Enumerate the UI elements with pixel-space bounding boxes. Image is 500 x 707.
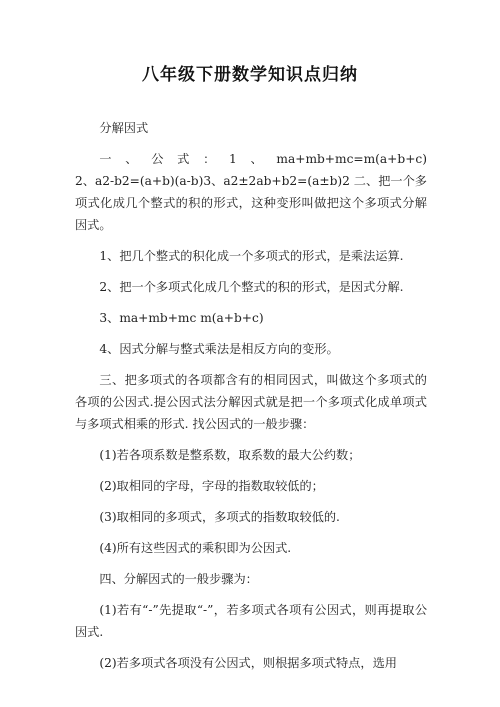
paragraph-formulas xyxy=(75,148,427,236)
paragraph-point-4: 4、因式分解与整式乘法是相反方向的变形。 xyxy=(99,342,339,356)
formula-text: ma+mb+mc=m(a+b+c)2、a2-b2=(a+b)(a-b)3、a2±2ab+b2=(a±b)2 二、把一个多项式化成几个整式的积的形式，这种变形叫做把这个多项式分解因式。 xyxy=(75,152,427,232)
paragraph-general-step-2: (2)若多项式各项没有公因式，则根据多项式特点，选用 xyxy=(99,656,397,670)
paragraph-point-3: 3、ma+mb+mc m(a+b+c) xyxy=(99,311,264,325)
paragraph-general-step-1: (1)若有“-”先提取“-”，若多项式各项有公因式，则再提取公因式. xyxy=(75,603,427,639)
document-body xyxy=(75,117,427,683)
document-title: 八年级下册数学知识点归纳 xyxy=(142,65,358,85)
paragraph-step-1: (1)若各项系数是整系数，取系数的最大公约数； xyxy=(99,448,361,462)
paragraph-common-factor: 三、把多项式的各项都含有的相同因式，叫做这个多项式的各项的公因式.提公因式法分解因式就是把一个多项式化成单项式与多项式相乘的形式. 找公因式的一般步骤： xyxy=(75,373,427,431)
paragraph-step-4: (4)所有这些因式的乘积即为公因式. xyxy=(99,541,292,555)
paragraph-point-1: 1、把几个整式的积化成一个多项式的形式，是乘法运算. xyxy=(99,249,404,263)
formula-intro: 一、公式：1、 xyxy=(99,152,277,166)
paragraph-step-3: (3)取相同的多项式，多项式的指数取较低的. xyxy=(99,510,340,524)
paragraph-step-2: (2)取相同的字母，字母的指数取较低的； xyxy=(99,479,324,493)
paragraph-general-steps: 四、分解因式的一般步骤为： xyxy=(99,572,258,586)
paragraph-point-2: 2、把一个多项式化成几个整式的积的形式，是因式分解. xyxy=(99,280,404,294)
paragraph-factorization-heading: 分解因式 xyxy=(99,121,149,135)
